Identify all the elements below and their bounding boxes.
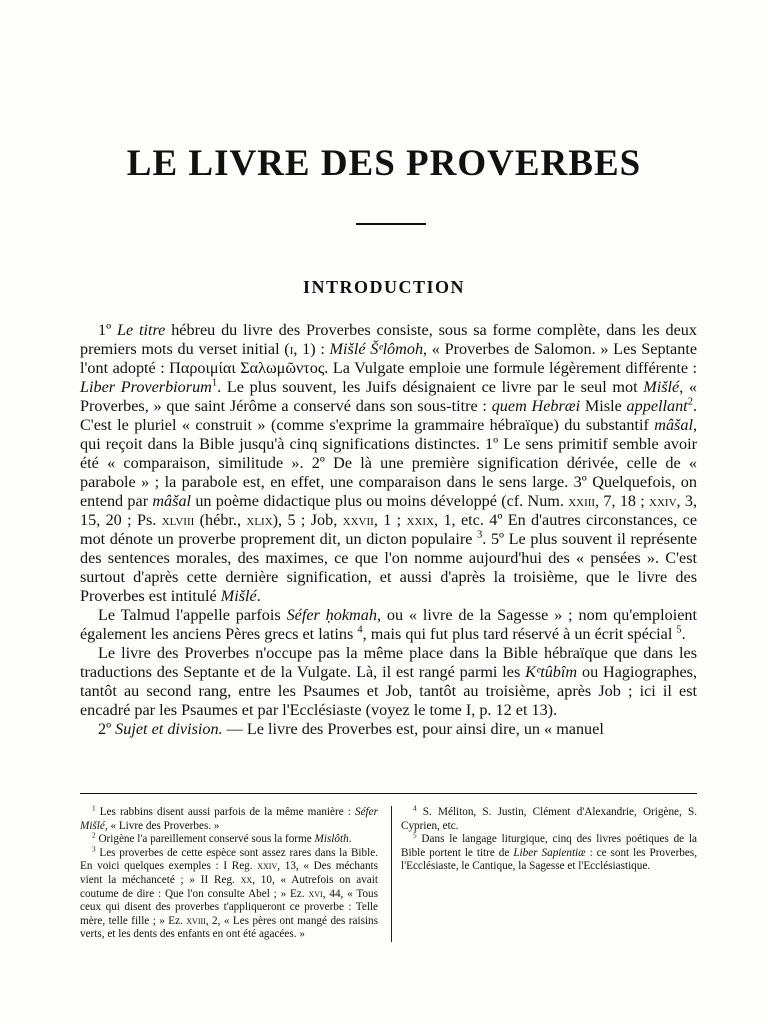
footnotes-right-column bbox=[391, 806, 697, 942]
paragraph-title: 1º Le titre hébreu du livre des Proverbes consiste, sous sa forme complète, dans les deux premiers mots du verset initial (i, 1) : Mišlé Šᵉlômoh, « Proverbes de Salomon. » Les Septante l'ont adopté : Παροιμίαι Σαλωμῶντος. La Vulgate emploie une formule légèrement différente : Liber Proverbiorum$^1$. Le plus souvent, les Juifs désignaient ce livre par le seul mot Mišlé, « Proverbes, » que saint Jérôme a conservé dans son sous-titre : quem Hebræi Misle appellant$^2$. C'est le pluriel « construit » (comme s'exprime la grammaire hébraïque) du substantif mâšal, qui reçoit dans la Bible jusqu'à cinq significations distinctes. 1º Le sens primitif semble avoir été « comparaison, similitude ». 2º De là une première signification dérivée, celle de « parabole » ; la parabole est, en effet, une comparaison dans le sens large. 3º Quelquefois, on entend par mâšal un poème didactique plus ou moins développé (cf. Num. xxiii, 7, 18 ; xxiv, 3, 15, 20 ; Ps. xlviii (hébr., xlix), 5 ; Job, xxvii, 1 ; xxix, 1, etc. 4º En d'autres circonstances, ce mot dénote un proverbe proprement dit, un dicton populaire $^3$. 5º Le plus souvent il représente des sentences morales, des maximes, ce que l'on nomme aujourd'hui des « pensées ». C'est surtout d'après cette dernière signification, et aussi d'après la troisième, que le livre des Proverbes est intitulé Mišlé. bbox=[80, 321, 698, 605]
main-text bbox=[80, 321, 697, 739]
book-title: LE LIVRE DES PROVERBES bbox=[126, 143, 642, 184]
paragraph-subject: 2º Sujet et division. — Le livre des Proverbes est, pour ainsi dire, un « manuel bbox=[98, 720, 604, 738]
footnote-rule bbox=[80, 793, 697, 794]
paragraph-talmud: Le Talmud l'appelle parfois Séfer ḥokmah, ou « livre de la Sagesse » ; nom qu'emploient également les anciens Pères grecs et latins $^4$, mais qui fut plus tard réservé à un écrit spécial $^5$. bbox=[80, 606, 697, 643]
footnote-5: $^5$ Dans le langage liturgique, cinq des livres poétiques de la Bible portent le titre de Liber Sapientiæ : ce sont les Proverbes, l'Ecclésiaste, le Cantique, la Sagesse et l'Ecclésiastique. bbox=[401, 831, 698, 873]
footnote-ref: 2 bbox=[687, 396, 693, 408]
footnote-ref: 3 bbox=[477, 529, 483, 541]
footnote-3: $^3$ Les proverbes de cette espèce sont assez rares dans la Bible. En voici quelques exemples : I Reg. xxiv, 13, « Des méchants vient la méchanceté ; » II Reg. xx, 10, « Autrefois on avait coutume de dire : Que l'on consulte Abel ; » Ez. xvi, 44, « Tous ceux qui disent des proverbes t'appliqueront ce proverbe : Telle mère, telle fille ; » Ez. xviii, 2, « Les pères ont mangé des raisins verts, et les dents des enfants en ont été agacées. » bbox=[80, 845, 379, 941]
footnote-ref: 4 bbox=[357, 624, 363, 636]
footnotes-left-column bbox=[80, 806, 378, 942]
footnote-ref: 1 bbox=[211, 377, 218, 389]
footnote-2: $^2$ Origène l'a pareillement conservé sous la forme Mislôth. bbox=[92, 831, 352, 846]
footnote-ref: 5 bbox=[676, 624, 682, 636]
section-heading: INTRODUCTION bbox=[302, 277, 466, 297]
paragraph-place: Le livre des Proverbes n'occupe pas la même place dans la Bible hébraïque que dans les traductions des Septante et de la Vulgate. Là, il est rangé parmi les Kᵉtûbîm ou Hagiographes, tantôt au second rang, entre les Psaumes et Job, tantôt au troisième, après Job ; ici il est encadré par les Psaumes et par l'Ecclésiaste (voyez le tome I, p. 12 et 13). bbox=[80, 644, 697, 719]
footnotes bbox=[80, 806, 697, 942]
title-rule bbox=[356, 223, 426, 225]
footnote-4: $^4$ S. Méliton, S. Justin, Clément d'Alexandrie, Origène, S. Cyprien, etc. bbox=[401, 804, 697, 832]
footnote-1: $^1$ Les rabbins disent aussi parfois de la même manière : Séfer Mišlé, « Livre des Proverbes. » bbox=[80, 804, 378, 832]
